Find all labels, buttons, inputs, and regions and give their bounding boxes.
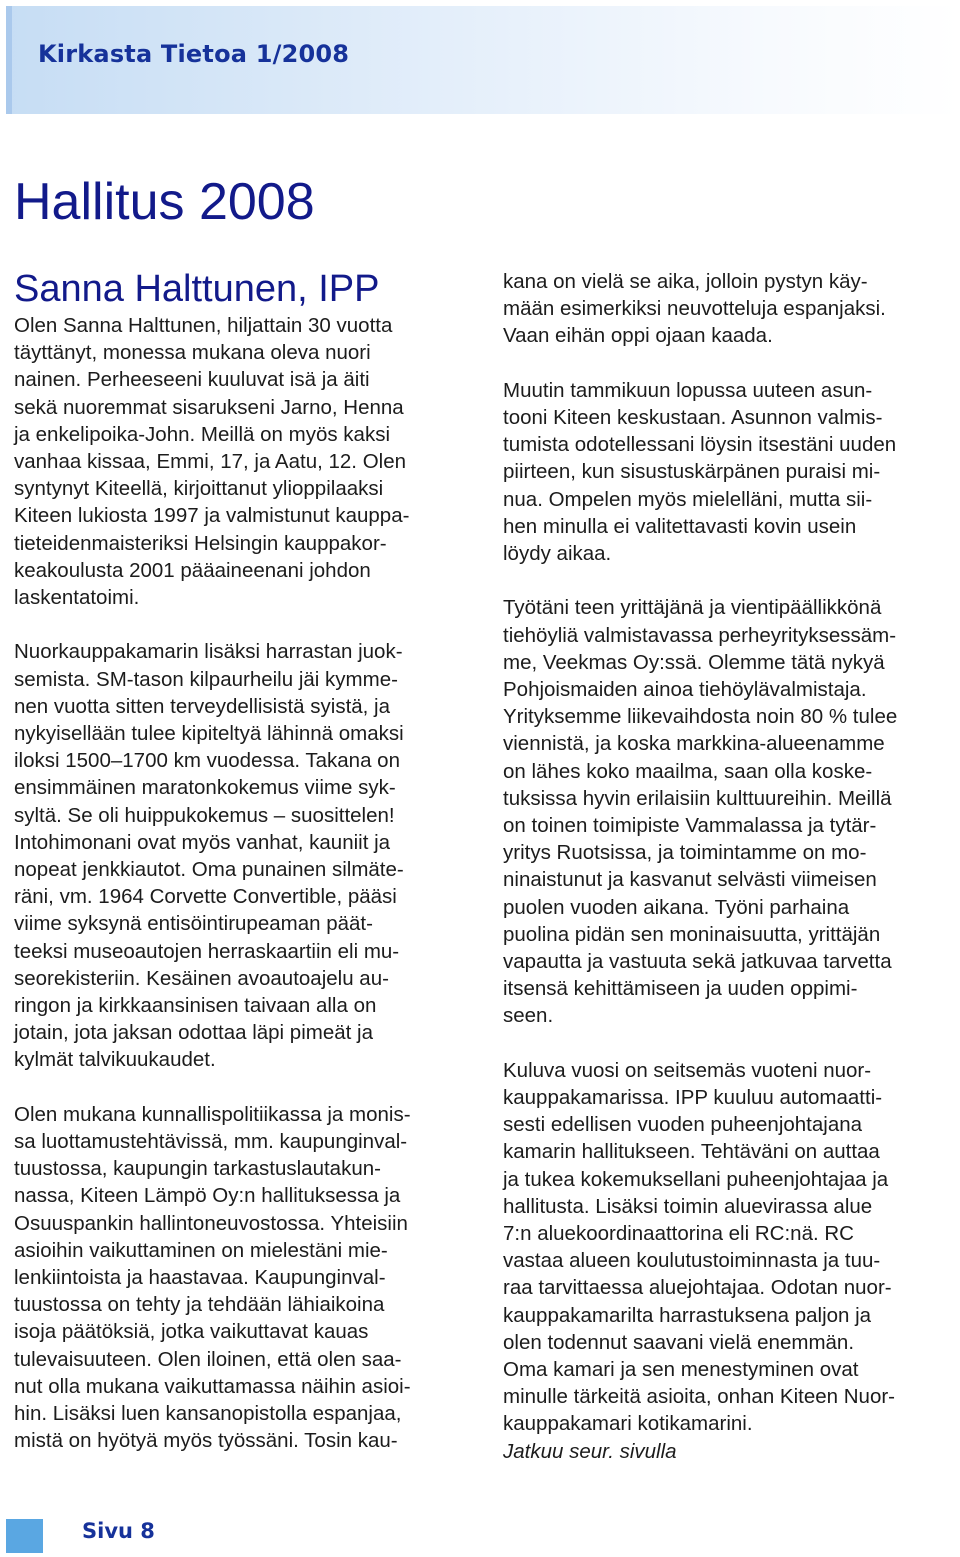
text-line: nen vuotta sitten terveydellisistä syistä, ja [14,694,391,718]
text-line: ja tukea kokemuksellani puheenjohtajaa ja [503,1167,889,1191]
text-line: jotain, jota jaksan odottaa läpi pimeät ja [14,1021,373,1045]
text-line: viennistä, ja koska markkina-alueenamme [503,732,885,756]
text-line: itsensä kehittämiseen ja uuden oppimi- [503,977,858,1001]
text-line: Kiteen lukiosta 1997 ja valmistunut kauppa- [14,504,410,528]
text-line: Intohimonani ovat myös vanhat, kauniit ja [14,830,391,854]
text-line: olen todennut saavani vielä enemmän. [503,1330,855,1354]
text-line: nua. Ompelen myös mielelläni, mutta sii- [503,487,873,511]
text-line: on lähes koko maailma, saan olla koske- [503,759,873,783]
paragraph-politics [14,1101,484,1455]
text-line: tuustossa on tehty ja tehdään lähiaikoina [14,1293,385,1317]
text-line: Kuluva vuosi on seitsemäs vuoteni nuor- [503,1058,872,1082]
header-accent-bar [6,6,12,114]
text-line: piirteen, kun sisustuskärpänen puraisi mi- [503,460,881,484]
text-line: lenkiintoista ja haastavaa. Kaupunginval- [14,1266,386,1290]
text-line: Pohjoismaiden ainoa tiehöylävalmistaja. [503,678,867,702]
text-line: syntynyt Kiteellä, kirjoittanut ylioppilaaksi [14,477,384,501]
text-line: mään esimerkiksi neuvotteluja espanjaksi. [503,297,886,321]
paragraph-work [503,594,955,1029]
text-line: mistä on hyötyä myös työssäni. Tosin kau- [14,1429,398,1453]
footer-square [6,1519,43,1553]
text-line: vanhaa kissaa, Emmi, 17, ja Aatu, 12. Olen [14,450,406,474]
text-line: räni, vm. 1964 Corvette Convertible, pääsi [14,885,397,909]
text-line: hallitusta. Lisäksi toimin aluevirassa alue [503,1194,873,1218]
page-number: Sivu 8 [82,1519,155,1543]
text-line: syltä. Se oli huippukokemus – suosittelen! [14,803,395,827]
text-line: kauppakamarissa. IPP kuuluu automaatti- [503,1086,883,1110]
article-left-column [14,312,484,1455]
text-line: isoja päätöksiä, jotka vaikuttavat kauas [14,1320,369,1344]
text-line: vapautta ja vastuuta sekä jatkuvaa tarvetta [503,950,892,974]
text-line: yritys Ruotsissa, ja toimintamme on mo- [503,841,867,865]
text-line: laskentatoimi. [14,586,140,610]
paragraph-family-education [14,312,484,611]
continues-next-page-note: Jatkuu seur. sivulla [503,1439,677,1463]
text-line: ringon ja kirkkaansinisen taivaan alla on [14,994,377,1018]
text-line: sekä nuoremmat sisarukseni Jarno, Henna [14,395,404,419]
text-line: kylmät talvikuukaudet. [14,1048,216,1072]
text-line: nassa, Kiteen Lämpö Oy:n hallituksessa ja [14,1184,401,1208]
text-line: iloksi 1500–1700 km vuodessa. Takana on [14,749,400,773]
person-name: Sanna Halttunen, IPP [14,268,380,310]
text-line: kauppakamarilta harrastuksena paljon ja [503,1303,872,1327]
text-line: Muutin tammikuun lopussa uuteen asun- [503,378,873,402]
text-line: minulle tärkeitä asioita, onhan Kiteen Nuor- [503,1385,895,1409]
text-line: raa tarvittaessa aluejohtajaa. Odotan nuor- [503,1276,892,1300]
text-line: tuustossa, kaupungin tarkastuslautakun- [14,1157,381,1181]
text-line: puolen vuoden aikana. Työni parhaina [503,895,850,919]
page-title: Hallitus 2008 [14,173,315,231]
text-line: hin. Lisäksi luen kansanopistolla espanjaa, [14,1402,402,1426]
text-line: Osuuspankin hallintoneuvostossa. Yhteisiin [14,1211,408,1235]
paragraph-spanish [503,268,955,350]
text-line: Nuorkauppakamarin lisäksi harrastan juok- [14,640,403,664]
text-line: löydy aikaa. [503,542,612,566]
text-line: seen. [503,1004,554,1028]
text-line: tuksissa hyvin erilaisiin kulttuureihin. Meillä [503,786,892,810]
text-line: me, Veekmas Oy:ssä. Olemme tätä nykyä [503,650,885,674]
text-line: ninaistunut ja kasvanut selvästi viimeisen [503,868,877,892]
text-line: Olen mukana kunnallispolitiikassa ja monis- [14,1102,411,1126]
text-line: tooni Kiteen keskustaan. Asunnon valmis- [503,406,883,429]
text-line: täyttänyt, monessa mukana oleva nuori [14,341,371,365]
text-line: ensimmäinen maratonkokemus viime syk- [14,776,396,800]
text-line: tumista odotellessani löysin itsestäni uuden [503,433,897,457]
text-line: on toinen toimipiste Vammalassa ja tytär- [503,814,877,838]
text-line: nainen. Perheeseeni kuuluvat isä ja äiti [14,368,370,392]
text-line: nykyisellään tulee kipiteltyä lähinnä omaksi [14,722,404,746]
issue-title: Kirkasta Tietoa 1/2008 [38,40,350,68]
text-line: tiehöyliä valmistavassa perheyrityksessäm- [503,623,897,647]
paragraph-home [503,377,955,567]
paragraph-jci [503,1057,955,1465]
text-line: teeksi museoautojen herraskaartiin eli mu- [14,939,400,963]
text-line: vastaa alueen koulutustoiminnasta ja tuu- [503,1249,881,1273]
text-line: semista. SM-tason kilpaurheilu jäi kymme- [14,667,398,691]
text-line: seorekisteriin. Kesäinen avoautoajelu au- [14,966,389,990]
text-line: viime syksynä entisöintirupeaman päät- [14,912,373,936]
text-line: nut olla mukana vaikuttamassa näihin asioi- [14,1374,411,1398]
article-right-column [503,268,955,1465]
text-line: Työtäni teen yrittäjänä ja vientipäällikkönä [503,596,882,620]
text-line: kamarin hallitukseen. Tehtäväni on auttaa [503,1140,880,1164]
text-line: kana on vielä se aika, jolloin pystyn käy- [503,270,868,293]
text-line: sa luottamustehtävissä, mm. kaupunginval- [14,1130,408,1154]
text-line: 7:n aluekoordinaattorina eli RC:nä. RC [503,1222,854,1246]
text-line: keakoulusta 2001 pääaineenani johdon [14,558,371,582]
text-line: Vaan eihän oppi ojaan kaada. [503,324,773,348]
text-line: Oma kamari ja sen menestyminen ovat [503,1358,859,1382]
text-line: puolina pidän sen moninaisuutta, yrittäjän [503,922,881,946]
text-line: tieteidenmaisteriksi Helsingin kauppakor- [14,531,387,555]
text-line: asioihin vaikuttaminen on mielestäni mie- [14,1238,388,1262]
text-line: Olen Sanna Halttunen, hiljattain 30 vuotta [14,314,393,337]
paragraph-hobbies [14,638,484,1073]
text-line: Yrityksemme liikevaihdosta noin 80 % tulee [503,705,898,729]
text-line: sesti edellisen vuoden puheenjohtajana [503,1113,863,1137]
text-line: nopeat jenkkiautot. Oma punainen silmäte- [14,858,404,882]
text-line: tulevaisuuteen. Olen iloinen, että olen saa- [14,1347,402,1371]
text-line: ja enkelipoika-John. Meillä on myös kaksi [14,422,391,446]
text-line: kauppakamari kotikamarini. [503,1412,753,1436]
text-line: hen minulla ei valitettavasti kovin usein [503,514,857,538]
